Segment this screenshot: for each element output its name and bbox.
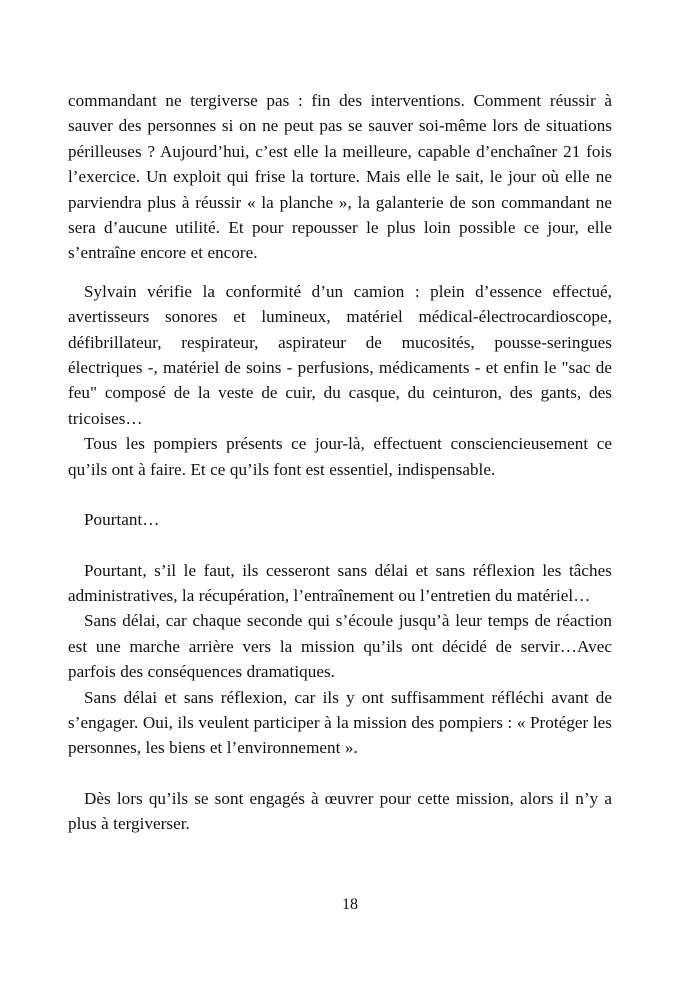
paragraph-pourtant-standalone: Pourtant… (84, 510, 160, 530)
paragraph-spacer (68, 761, 612, 786)
paragraph-sylvain-verification: Sylvain vérifie la conformité d’un camion : plein d’essence effectué, avertisseurs sonores et lumineux, matériel médical-électrocardioscope, défibrillateur, respirateur, aspirateur de mucosités, pousse-seringues électriques -, matériel de soins - perfusions, médicaments - et enfin le "sac de feu" composé de la veste de cuir, du casque, du ceinturon, des gants, des tricoises… (68, 281, 612, 428)
paragraph-pourtant-sil-le-faut: Pourtant, s’il le faut, ils cesseront sans délai et sans réflexion les tâches administratives, la récupération, l’entraînement ou l’entretien du matériel… (68, 560, 612, 605)
page-number: 18 (342, 896, 358, 913)
paragraph-sans-delai-sans-reflexion: Sans délai et sans réflexion, car ils y ont suffisamment réfléchi avant de s’engager. Oui, ils veulent participer à la mission des pompiers : « Protéger les personnes, les biens et l’environnement ». (68, 687, 612, 758)
paragraph-spacer (68, 482, 612, 507)
page-text-body (68, 88, 612, 837)
paragraph-continuation: commandant ne tergiverse pas : fin des interventions. Comment réussir à sauver des personnes si on ne peut pas se sauver soi-même lors de situations périlleuses ? Aujourd’hui, c’est elle la meilleure, capable d’enchaîner 21 fois l’exercice. Un exploit qui frise la torture. Mais elle le sait, le jour où elle ne parviendra plus à réussir « la planche », la galanterie de son commandant ne sera d’aucune utilité. Et pour repousser le plus loin possible ce jour, elle s’entraîne encore et encore. (68, 91, 612, 263)
paragraph-des-lors: Dès lors qu’ils se sont engagés à œuvrer pour cette mission, alors il n’y a plus à tergiverser. (68, 788, 612, 834)
paragraph-tous-les-pompiers: Tous les pompiers présents ce jour-là, effectuent consciencieusement ce qu’ils ont à faire. Et ce qu’ils font est essentiel, indispensable. (68, 434, 612, 479)
paragraph-sans-delai: Sans délai, car chaque seconde qui s’écoule jusqu’à leur temps de réaction est une marche arrière vers la mission qu’ils ont décidé de servir…Avec parfois des conséquences dramatiques. (68, 611, 612, 682)
paragraph-spacer (68, 266, 612, 279)
paragraph-spacer (68, 533, 612, 558)
